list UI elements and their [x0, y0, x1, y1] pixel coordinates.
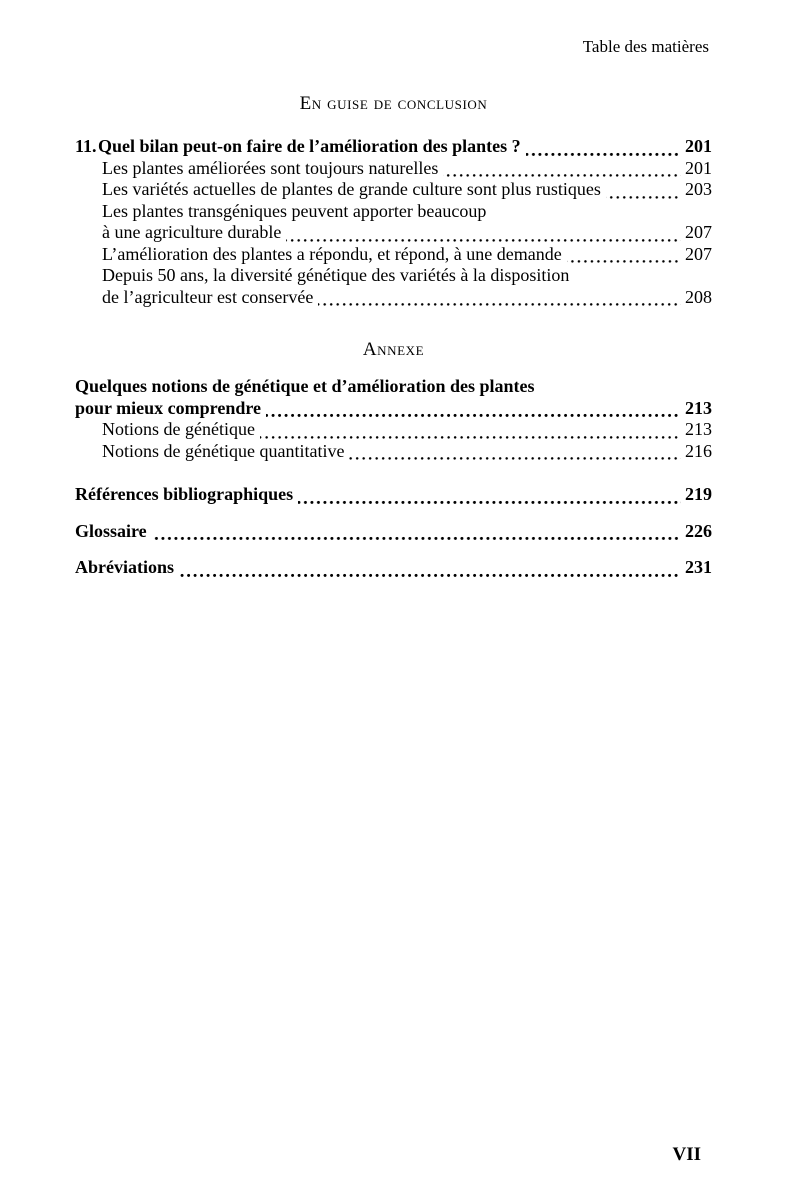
entry-title-line-2: [102, 287, 712, 309]
entry-title: Glossaire: [75, 520, 147, 541]
dot-leader: [526, 152, 681, 157]
toc-entry-chapter-11: [75, 136, 712, 158]
toc-content: [75, 0, 712, 579]
entry-title-line-1: Depuis 50 ans, la diversité génétique des variétés à la disposition: [102, 265, 570, 285]
page-number: 226: [685, 520, 712, 541]
entry-title: Les variétés actuelles de plantes de grande culture sont plus rustiques: [102, 179, 601, 199]
page-number: 208: [685, 286, 712, 307]
dot-leader: [266, 413, 681, 418]
page-number: 213: [685, 397, 712, 418]
dot-leader: [443, 173, 681, 178]
folio-page-number: VII: [672, 1144, 701, 1165]
toc-entry: [102, 201, 712, 244]
entry-title: L’amélioration des plantes a répondu, et répond, à une demande: [102, 243, 562, 264]
page-number: 207: [685, 243, 712, 264]
dot-leader: [349, 456, 681, 461]
entry-title-line-2: [75, 398, 712, 420]
page-number: 216: [685, 440, 712, 461]
dot-leader: [179, 573, 681, 578]
running-header: Table des matières: [582, 37, 709, 56]
toc-entry: [102, 265, 712, 308]
entry-title: Les plantes améliorées sont toujours naturelles: [102, 157, 439, 178]
page-number: 231: [685, 557, 712, 577]
toc-entry-abreviations: [75, 557, 712, 579]
dot-leader: [260, 435, 681, 440]
section-heading-annexe: Annexe: [362, 339, 425, 360]
entry-title-line-2: [102, 222, 712, 244]
dot-leader: [318, 302, 681, 307]
entry-title: Abréviations: [75, 557, 174, 577]
toc-group-annexe: [75, 376, 712, 579]
page-number: 213: [685, 419, 712, 439]
dot-leader: [286, 238, 681, 243]
toc-entry-annexe-main: [75, 376, 712, 419]
chapter-title: Quel bilan peut-on faire de l’amélioration des plantes ?: [98, 136, 521, 156]
entry-title: à une agriculture durable: [102, 222, 282, 242]
toc-entry: [102, 441, 712, 463]
dot-leader: [298, 500, 681, 505]
page-number: 203: [685, 179, 712, 199]
toc-entry-glossaire: [75, 521, 712, 543]
section-heading-conclusion: En guise de conclusion: [299, 93, 488, 114]
entry-title-line-1: Les plantes transgéniques peuvent apporter beaucoup: [102, 200, 487, 221]
toc-group-conclusion: [75, 136, 712, 308]
entry-title: pour mieux comprendre: [75, 397, 262, 418]
page-number: 201: [685, 157, 712, 178]
entry-title: Références bibliographiques: [75, 484, 294, 504]
toc-entry: [102, 419, 712, 441]
entry-title: Notions de génétique quantitative: [102, 440, 345, 461]
page-number: 219: [685, 484, 712, 504]
page-number: 207: [685, 222, 712, 242]
page-number: 201: [685, 136, 712, 156]
chapter-number: 11.: [75, 136, 97, 156]
entry-title: Notions de génétique: [102, 419, 255, 439]
toc-entry-references: [75, 484, 712, 506]
entry-title-line-1: Quelques notions de génétique et d’amélioration des plantes: [75, 376, 535, 396]
dot-leader: [606, 195, 681, 200]
dot-leader: [152, 536, 681, 541]
toc-entry: [102, 244, 712, 266]
dot-leader: [567, 259, 681, 264]
entry-title: de l’agriculteur est conservée: [102, 286, 314, 307]
toc-entry: [102, 158, 712, 180]
toc-entry: [102, 179, 712, 201]
